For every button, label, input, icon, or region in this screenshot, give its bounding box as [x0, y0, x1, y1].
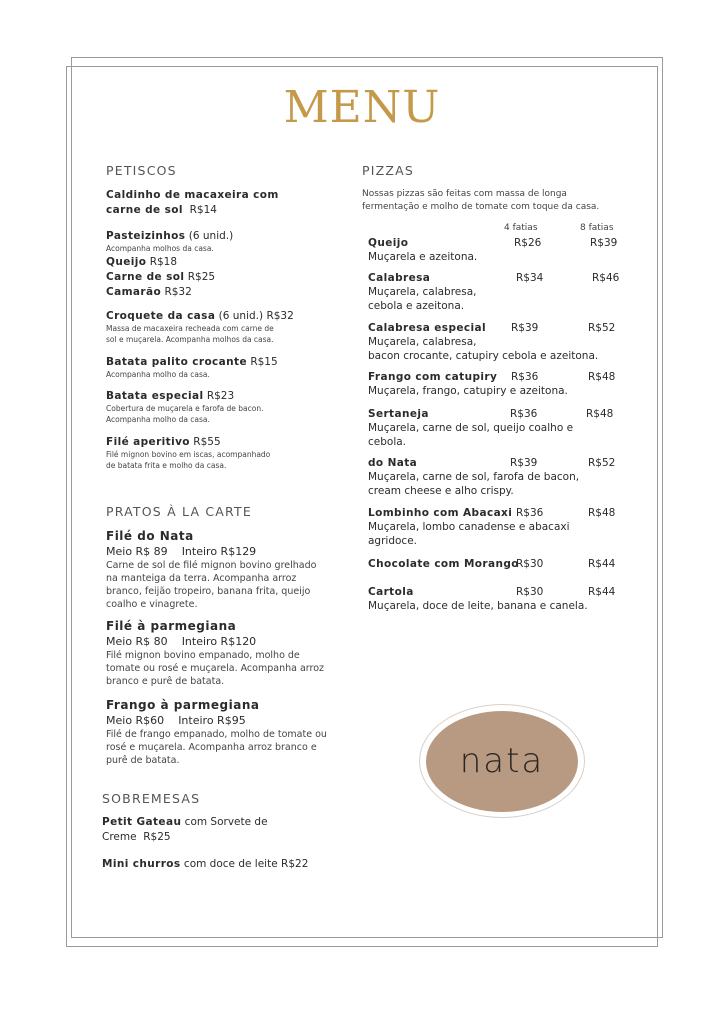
pizza-name: Calabresa: [368, 272, 431, 284]
croquete-desc-2: sol e muçarela. Acompanha molhos da casa.: [106, 334, 274, 344]
mini-churros-name: Mini churros: [102, 858, 181, 870]
pizza-item: [368, 271, 628, 313]
pizza-desc: Muçarela, calabresa,: [368, 336, 477, 348]
pizza-price-4: R$34: [516, 272, 544, 284]
pizza-item: [368, 456, 628, 498]
pizza-name: do Nata: [368, 457, 418, 469]
carte-item-desc: tomate ou rosé e muçarela. Acompanha arroz: [106, 663, 325, 674]
nata-logo-text: nata: [459, 741, 545, 781]
pizza-desc: cebola e azeitona.: [368, 300, 465, 312]
carte-item-inteiro: Inteiro R$129: [181, 545, 257, 558]
carne-price: R$25: [187, 270, 216, 283]
caldinho-price: R$14: [189, 204, 217, 216]
carte-item-inteiro: Inteiro R$95: [178, 714, 246, 727]
pizza-price-4: R$36: [511, 371, 539, 383]
pizza-price-4: R$39: [511, 322, 539, 334]
carte-item-meio: Meio R$60: [106, 714, 165, 727]
batata-especial-item: [106, 389, 264, 425]
petiscos-heading: PETISCOS: [106, 163, 177, 178]
file-aperitivo-price: R$55: [193, 436, 221, 448]
nata-logo: [419, 704, 585, 818]
mini-churros-rest: com doce de leite: [183, 858, 278, 870]
croquete-price: R$32: [266, 310, 294, 322]
carte-item-desc: branco, feijão tropeiro, banana frita, queijo: [106, 586, 311, 597]
pizza-item: [368, 557, 628, 571]
batata-palito-desc: Acompanha molho da casa.: [106, 370, 210, 379]
carte-item-file-nata: [106, 529, 316, 611]
carte-item-meio: Meio R$ 80: [106, 635, 168, 648]
caldinho-item: [106, 188, 279, 218]
camarao-name: Camarão: [106, 285, 162, 298]
pasteizinhos-item: [106, 229, 233, 300]
pizza-price-8: R$48: [588, 371, 616, 383]
carte-item-desc: branco e purê de batata.: [106, 676, 225, 687]
mini-churros-item: [102, 857, 308, 872]
file-aperitivo-desc-2: de batata frita e molho da casa.: [106, 460, 227, 470]
carte-item-desc: Filé de frango empanado, molho de tomate ou: [106, 729, 327, 740]
pizza-desc: Muçarela, carne de sol, queijo coalho e: [368, 422, 574, 434]
carte-item-name: Filé à parmegiana: [106, 619, 237, 633]
caldinho-name-2: carne de sol: [106, 204, 183, 216]
pizza-price-8: R$39: [590, 237, 618, 249]
carte-item-frango-parmegiana: [106, 698, 327, 767]
pizza-name: Queijo: [368, 237, 409, 249]
pizza-price-8: R$48: [588, 507, 616, 519]
pizza-name: Lombinho com Abacaxi: [368, 507, 513, 519]
pasteizinhos-qty: (6 unid.): [188, 230, 234, 242]
pizza-desc: Muçarela, calabresa,: [368, 286, 477, 298]
carte-item-desc: Carne de sol de filé mignon bovino grelhado: [106, 560, 317, 571]
pizza-price-4: R$30: [516, 558, 544, 570]
mini-churros-price: R$22: [281, 858, 309, 870]
carte-item-meio: Meio R$ 89: [106, 545, 168, 558]
petit-gateau-rest-1: com Sorvete de: [184, 816, 268, 828]
batata-especial-desc-2: Acompanha molho da casa.: [106, 414, 210, 424]
pizzas-intro-1: Nossas pizzas são feitas com massa de longa: [362, 189, 567, 199]
pizzas-intro: [362, 188, 632, 214]
batata-especial-price: R$23: [206, 390, 235, 402]
carte-heading: PRATOS À LA CARTE: [106, 504, 252, 519]
pizza-price-8: R$46: [592, 272, 620, 284]
petit-gateau-price: R$25: [143, 831, 171, 843]
pizzas-heading: PIZZAS: [362, 163, 415, 178]
file-aperitivo-item: [106, 435, 270, 471]
pizza-desc: bacon crocante, catupiry cebola e azeitona.: [368, 350, 599, 362]
pizza-item: [368, 321, 628, 363]
pasteizinhos-desc: Acompanha molhos da casa.: [106, 244, 214, 253]
croquete-name: Croquete da casa: [106, 310, 216, 322]
pizzas-col-8: 8 fatias: [580, 223, 614, 233]
pizza-desc: agridoce.: [368, 535, 417, 547]
menu-title: MENU: [283, 82, 441, 133]
pizza-item: [368, 585, 628, 613]
pizza-item: [368, 236, 628, 264]
croquete-desc-1: Massa de macaxeira recheada com carne de: [106, 324, 274, 333]
pizza-price-4: R$36: [516, 507, 544, 519]
pizza-price-4: R$36: [510, 408, 538, 420]
pizza-desc: cream cheese e alho crispy.: [368, 485, 514, 497]
carte-item-desc: na manteiga da terra. Acompanha arroz: [106, 573, 297, 584]
pizza-desc: Muçarela, doce de leite, banana e canela.: [368, 600, 588, 612]
carte-item-desc: Filé mignon bovino empanado, molho de: [106, 650, 300, 661]
pizzas-intro-2: fermentação e molho de tomate com toque da casa.: [362, 202, 600, 212]
croquete-item: [106, 309, 294, 345]
carne-name: Carne de sol: [106, 270, 185, 283]
carte-item-desc: rosé e muçarela. Acompanha arroz branco e: [106, 742, 317, 753]
pizza-item: [368, 407, 628, 449]
pizza-desc: Muçarela, frango, catupiry e azeitona.: [368, 385, 568, 397]
croquete-qty: (6 unid.): [218, 310, 264, 322]
pizza-price-4: R$30: [516, 586, 544, 598]
carte-item-desc: coalho e vinagrete.: [106, 599, 198, 610]
petit-gateau-name: Petit Gateau: [102, 816, 182, 828]
pizza-price-4: R$39: [510, 457, 538, 469]
pizza-name: Calabresa especial: [368, 322, 486, 334]
carte-item-name: Frango à parmegiana: [106, 698, 260, 712]
pizza-price-8: R$44: [588, 558, 616, 570]
nata-logo-oval: [426, 711, 578, 812]
batata-palito-item: [106, 355, 278, 381]
pizza-name: Chocolate com Morango: [368, 558, 519, 570]
pizza-name: Frango com catupiry: [368, 371, 498, 383]
petit-gateau-item: [102, 815, 268, 845]
file-aperitivo-name: Filé aperitivo: [106, 436, 190, 448]
pizza-price-8: R$52: [588, 322, 616, 334]
pizza-desc: cebola.: [368, 436, 407, 448]
pizza-name: Sertaneja: [368, 408, 429, 420]
pizza-desc: Muçarela e azeitona.: [368, 251, 478, 263]
pizza-item: [368, 506, 628, 548]
carte-item-name: Filé do Nata: [106, 529, 194, 543]
pizza-desc: Muçarela, lombo canadense e abacaxi: [368, 521, 570, 533]
pizza-price-8: R$44: [588, 586, 616, 598]
queijo-name: Queijo: [106, 255, 147, 268]
camarao-price: R$32: [164, 285, 192, 298]
pizza-name: Cartola: [368, 586, 414, 598]
pizza-desc: Muçarela, carne de sol, farofa de bacon,: [368, 471, 580, 483]
queijo-price: R$18: [149, 255, 178, 268]
file-aperitivo-desc-1: Filé mignon bovino em iscas, acompanhado: [106, 450, 271, 459]
batata-especial-desc-1: Cobertura de muçarela e farofa de bacon.: [106, 404, 264, 413]
carte-item-inteiro: Inteiro R$120: [181, 635, 257, 648]
pasteizinhos-name: Pasteizinhos: [106, 230, 186, 242]
sobremesas-heading: SOBREMESAS: [102, 791, 201, 806]
pizza-price-4: R$26: [514, 237, 542, 249]
carte-item-file-parmegiana: [106, 619, 324, 688]
caldinho-name-1: Caldinho de macaxeira com: [106, 189, 279, 201]
pizza-price-8: R$52: [588, 457, 616, 469]
batata-palito-name: Batata palito crocante: [106, 356, 247, 368]
carte-item-desc: purê de batata.: [106, 755, 180, 766]
batata-especial-name: Batata especial: [106, 390, 204, 402]
pizza-item: [368, 370, 628, 398]
pizza-price-8: R$48: [586, 408, 614, 420]
pizzas-col-4: 4 fatias: [504, 223, 538, 233]
batata-palito-price: R$15: [250, 356, 278, 368]
petit-gateau-rest-2: Creme: [102, 831, 137, 843]
